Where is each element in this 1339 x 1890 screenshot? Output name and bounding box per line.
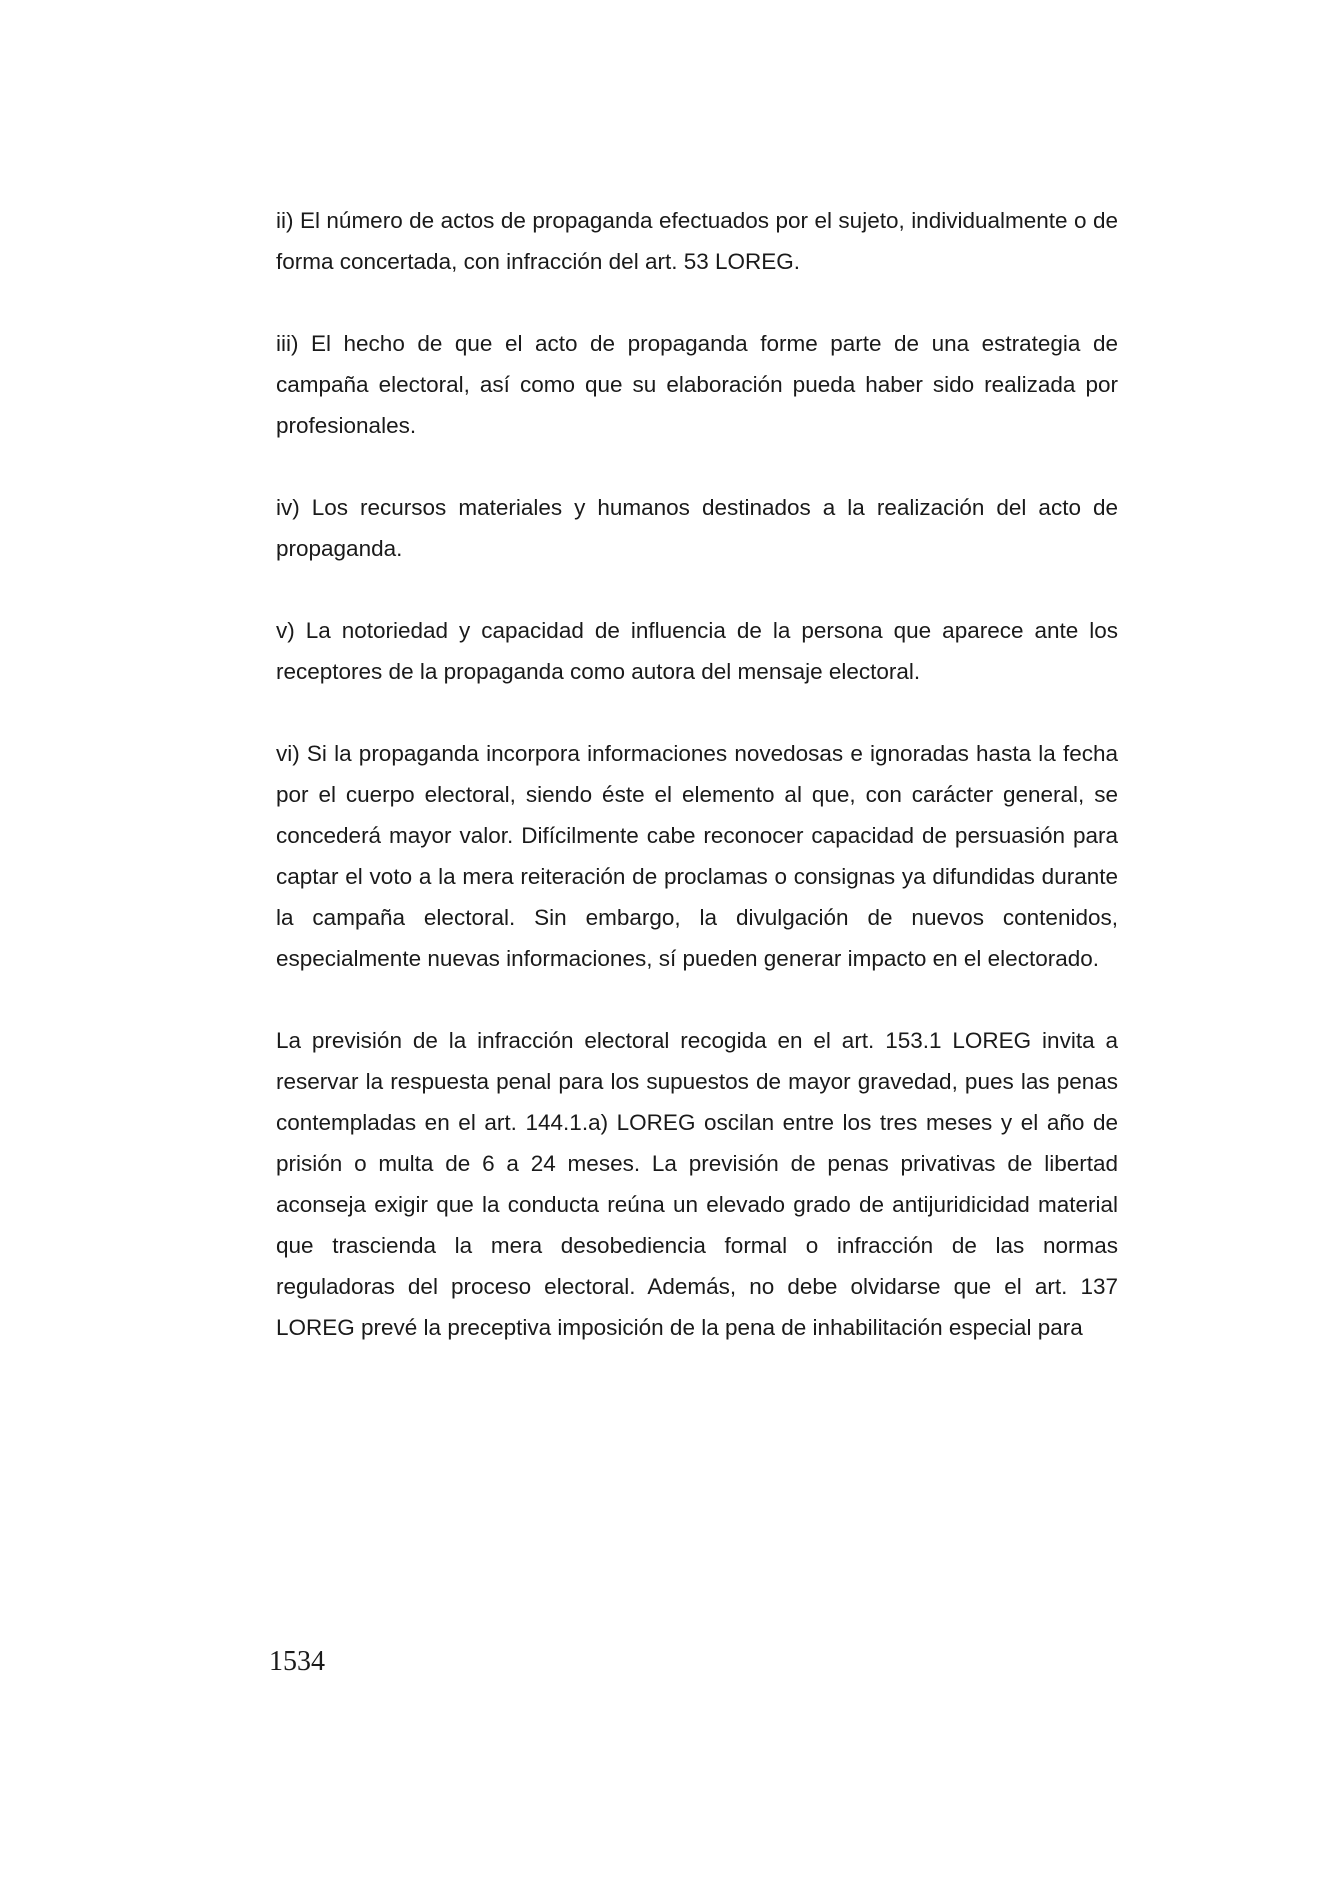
paragraph-criterion-ii: ii) El número de actos de propaganda efectuados por el sujeto, individualmente o de forma concertada, con infracción del art. 53 LOREG. (276, 208, 1118, 274)
page-number: 1534 (269, 1646, 325, 1677)
body-text (276, 200, 1118, 1348)
paragraph-criterion-vi: vi) Si la propaganda incorpora informaciones novedosas e ignoradas hasta la fecha por el cuerpo electoral, siendo éste el elemento al que, con carácter general, se concederá mayor valor. Difícilmente cabe reconocer capacidad de persuasión para captar el voto a la mera reiteración de proclamas o consignas ya difundidas durante la campaña electoral. Sin embargo, la divulgación de nuevos contenidos, especialmente nuevas informaciones, sí pueden generar impacto en el electorado. (276, 741, 1118, 971)
paragraph-criterion-v: v) La notoriedad y capacidad de influencia de la persona que aparece ante los receptores de la propaganda como autora del mensaje electoral. (276, 618, 1118, 684)
paragraph-penal-response: La previsión de la infracción electoral recogida en el art. 153.1 LOREG invita a reservar la respuesta penal para los supuestos de mayor gravedad, pues las penas contempladas en el art. 144.1.a) LOREG oscilan entre los tres meses y el año de prisión o multa de 6 a 24 meses. La previsión de penas privativas de libertad aconseja exigir que la conducta reúna un elevado grado de antijuridicidad material que trascienda la mera desobediencia formal o infracción de las normas reguladoras del proceso electoral. Además, no debe olvidarse que el art. 137 LOREG prevé la preceptiva imposición de la pena de inhabilitación especial para (276, 1028, 1118, 1340)
paragraph-criterion-iv: iv) Los recursos materiales y humanos destinados a la realización del acto de propaganda. (276, 495, 1118, 561)
paragraph-criterion-iii: iii) El hecho de que el acto de propaganda forme parte de una estrategia de campaña electoral, así como que su elaboración pueda haber sido realizada por profesionales. (276, 331, 1118, 438)
